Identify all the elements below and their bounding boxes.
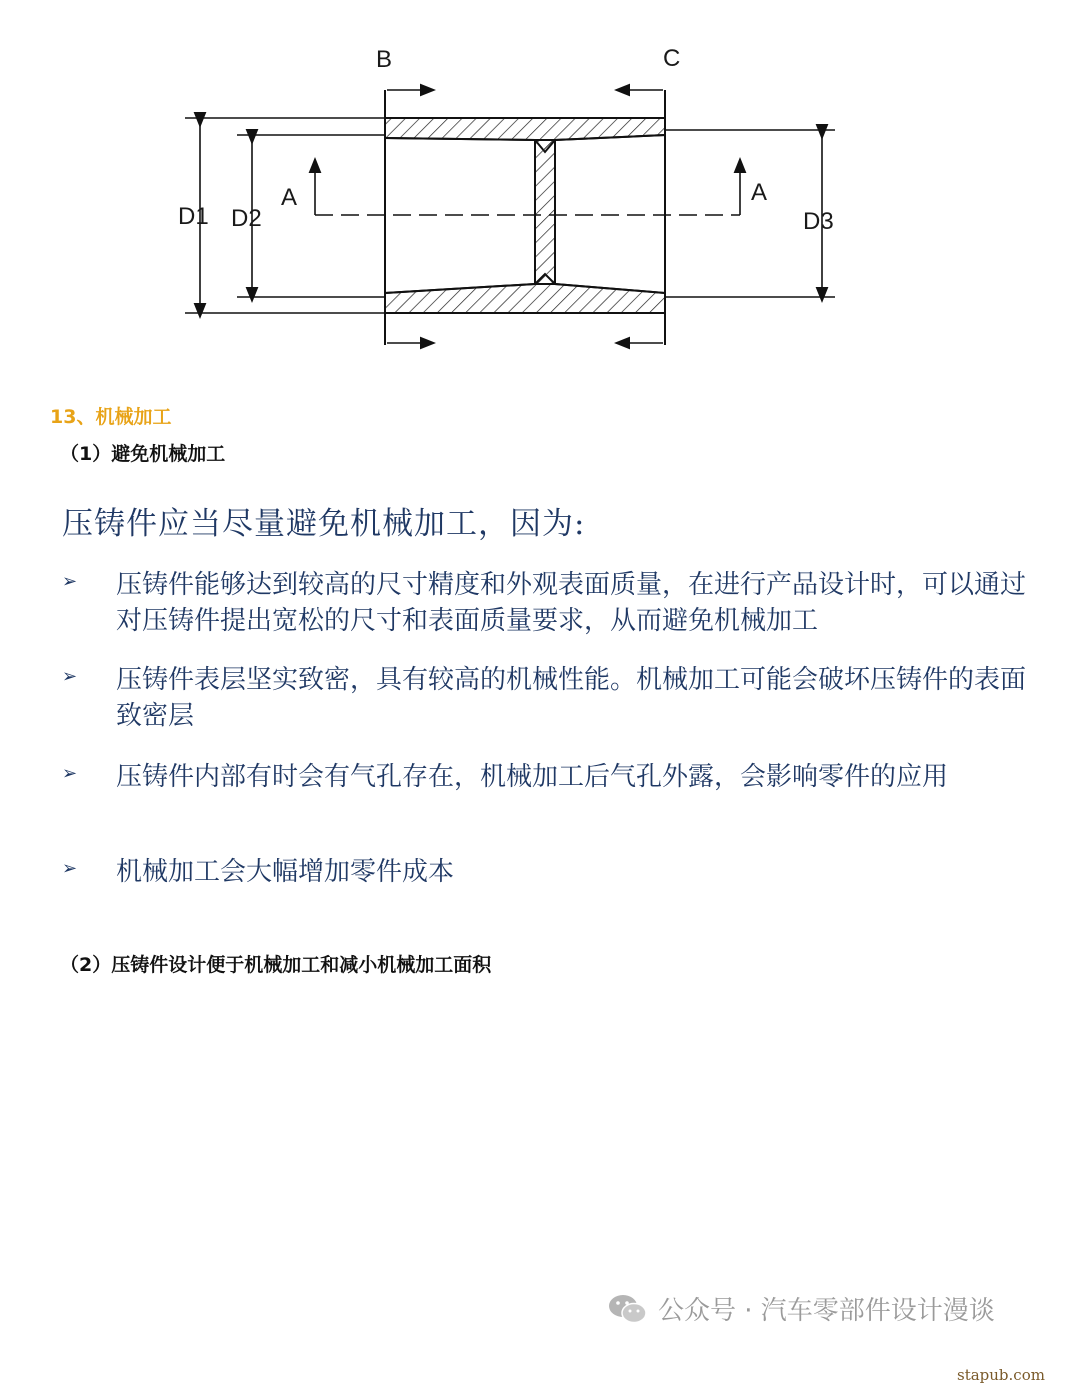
wechat-watermark (608, 1290, 995, 1327)
label-d3: D3 (803, 208, 834, 235)
label-d2: D2 (231, 205, 262, 232)
label-b: B (376, 46, 393, 73)
slide-heading: 压铸件应当尽量避免机械加工，因为: (62, 506, 586, 542)
bullet-arrow-icon: ➢ (62, 763, 78, 784)
label-d1: D1 (178, 203, 209, 230)
bullet-arrow-icon: ➢ (62, 666, 78, 687)
subsection-title-1: （1）避免机械加工 (60, 443, 226, 465)
label-c: C (663, 45, 681, 72)
list-item (62, 567, 1037, 639)
watermark-text: 公众号 · 汽车零部件设计漫谈 (658, 1296, 995, 1326)
list-item (62, 854, 1037, 890)
label-a-left: A (281, 184, 298, 211)
list-item (62, 662, 1037, 734)
bullet-arrow-icon: ➢ (62, 858, 78, 879)
wechat-icon (608, 1292, 648, 1326)
bullet-arrow-icon: ➢ (62, 571, 78, 592)
section-line-a (315, 165, 740, 215)
bullet-text: 压铸件能够达到较高的尺寸精度和外观表面质量，在进行产品设计时，可以通过对压铸件提出宽松的尺寸和表面质量要求，从而避免机械加工 (116, 570, 1027, 636)
site-watermark: stapub.com (957, 1366, 1045, 1384)
label-a-right: A (751, 179, 768, 206)
bullet-text: 压铸件内部有时会有气孔存在，机械加工后气孔外露，会影响零件的应用 (116, 762, 949, 792)
casting-cross-section-drawing (0, 0, 1080, 390)
bullet-text: 机械加工会大幅增加零件成本 (116, 857, 455, 887)
bullet-text: 压铸件表层坚实致密，具有较高的机械性能。机械加工可能会破坏压铸件的表面致密层 (116, 665, 1027, 731)
list-item (62, 759, 1037, 795)
subsection-title-2: （2）压铸件设计便于机械加工和减小机械加工面积 (60, 954, 492, 976)
section-title: 13、机械加工 (50, 406, 172, 428)
